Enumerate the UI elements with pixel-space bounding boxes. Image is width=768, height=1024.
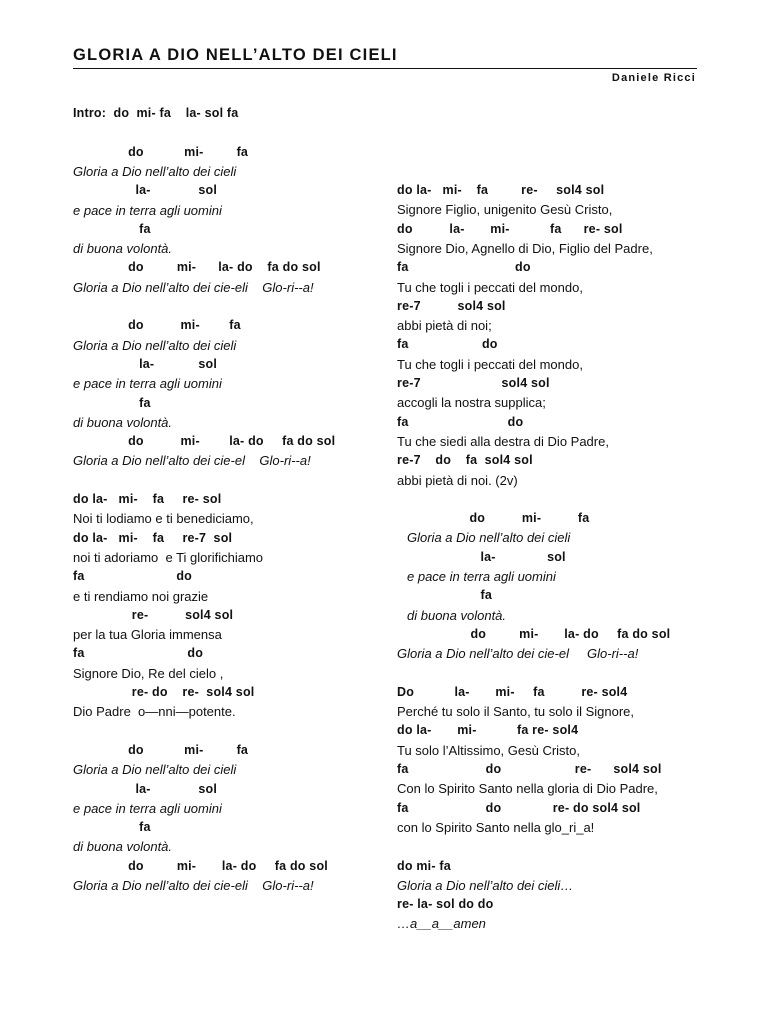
lyric-line: e pace in terra agli uomini [73, 800, 222, 816]
chord-line: do mi- fa [73, 742, 249, 757]
lyric-line: Gloria a Dio nell’alto dei cieli [407, 530, 571, 546]
lyric-line: Signore Dio, Re del cielo , [73, 665, 224, 681]
chord-line: fa [407, 588, 492, 603]
lyric-line: Gloria a Dio nell’alto dei cieli… [397, 877, 574, 893]
chord-line: do mi- fa [73, 318, 241, 333]
lyric-line: abbi pietà di noi; [397, 318, 492, 334]
chord-line: re- sol4 sol [73, 607, 234, 622]
chord-line: do la- mi- fa re- sol4 [397, 723, 579, 738]
chord-line: re-7 do fa sol4 sol [397, 453, 533, 468]
chord-line: do mi- fa [397, 858, 451, 873]
lyric-line: Tu che siedi alla destra di Dio Padre, [397, 433, 609, 449]
lyric-line: accogli la nostra supplica; [397, 395, 546, 411]
chord-line: fa do [397, 414, 524, 429]
lyric-line: Gloria a Dio nell’alto dei cie-eli Glo-ri--a! [73, 878, 314, 893]
lyric-line: per la tua Gloria immensa [73, 627, 222, 643]
lyric-line: e pace in terra agli uomini [407, 569, 556, 584]
lyric-line: Dio Padre o—nni—potente. [73, 704, 236, 720]
chord-line: fa do [397, 260, 531, 275]
lyric-line: di buona volontà. [73, 241, 173, 257]
lyric-line: noi ti adoriamo e Ti glorifichiamo [73, 549, 264, 565]
chord-line: fa do re- sol4 sol [397, 762, 662, 776]
lyric-line: Perché tu solo il Santo, tu solo il Signore, [397, 704, 635, 720]
chord-line: do mi- la- do fa do sol [73, 858, 328, 873]
chord-line: do la- mi- fa re- sol4 sol [397, 183, 605, 197]
lyric-line: di buona volontà. [73, 414, 173, 430]
lyric-line: Noi ti lodiamo e ti benediciamo, [73, 511, 254, 527]
lyric-line: di buona volontà. [407, 607, 507, 623]
lyric-line: Gloria a Dio nell’alto dei cie-el Glo-ri--a! [397, 646, 639, 662]
chord-line: la- sol [407, 549, 566, 564]
chord-line: fa [73, 820, 151, 835]
lyric-line: e ti rendiamo noi grazie [73, 588, 209, 604]
chord-line: do mi- fa [407, 511, 590, 526]
lyric-line: Tu solo l’Altissimo, Gesù Cristo, [397, 742, 581, 758]
lyric-line: Signore Figlio, unigenito Gesù Cristo, [397, 202, 613, 218]
chord-line: re-7 sol4 sol [397, 298, 506, 313]
chord-line: re- do re- sol4 sol [73, 685, 255, 699]
lyric-line: Gloria a Dio nell’alto dei cieli [73, 337, 237, 353]
chord-line: fa do re- do sol4 sol [397, 800, 641, 815]
chord-line: la- sol [73, 781, 218, 796]
lyric-line: con lo Spirito Santo nella glo_ri_a! [397, 819, 595, 835]
chord-line: fa do [73, 646, 204, 661]
lyric-line: …a__a__amen [397, 916, 486, 932]
lyric-line: Signore Dio, Agnello di Dio, Figlio del Padre, [397, 240, 653, 256]
chord-line: do mi- la- do fa do sol [73, 434, 336, 449]
chord-line: Do la- mi- fa re- sol4 [397, 684, 628, 699]
chord-line: do mi- la- do fa do sol [397, 626, 671, 641]
chord-line: do la- mi- fa re-7 sol [73, 530, 233, 545]
lyric-line: Gloria a Dio nell’alto dei cie-el Glo-ri--a! [73, 453, 311, 469]
chord-line: re- la- sol do do [397, 897, 494, 912]
lyric-line: abbi pietà di noi. (2v) [397, 472, 518, 488]
lyric-line: Gloria a Dio nell’alto dei cieli [73, 762, 237, 778]
title-rule [73, 68, 697, 69]
chord-line: fa do [73, 569, 193, 584]
chord-line: do la- mi- fa re- sol [73, 492, 222, 506]
song-title: GLORIA A DIO NELL’ALTO DEI CIELI [73, 46, 398, 64]
chord-line: Intro: do mi- fa la- sol fa [73, 106, 239, 120]
song-author: Daniele Ricci [611, 72, 696, 84]
chord-line: do mi- la- do fa do sol [73, 260, 321, 275]
lyric-line: Gloria a Dio nell’alto dei cie-eli Glo-ri--a! [73, 279, 314, 295]
lyric-line: Con lo Spirito Santo nella gloria di Dio Padre, [397, 781, 658, 797]
lyric-line: e pace in terra agli uomini [73, 376, 222, 392]
lyric-line: Tu che togli i peccati del mondo, [397, 356, 583, 372]
lyric-line: di buona volontà. [73, 839, 173, 855]
chord-line: do mi- fa [73, 144, 249, 159]
lyric-line: Gloria a Dio nell’alto dei cieli [73, 163, 237, 179]
chord-line: la- sol [73, 183, 218, 198]
chord-line: fa [73, 395, 151, 410]
chord-line: fa do [397, 337, 498, 352]
chord-line: fa [73, 221, 151, 236]
chord-line: do la- mi- fa re- sol [397, 221, 623, 236]
chord-line: re-7 sol4 sol [397, 376, 550, 390]
lyric-line: e pace in terra agli uomini [73, 202, 222, 218]
chord-line: la- sol [73, 356, 218, 371]
lyric-line: Tu che togli i peccati del mondo, [397, 279, 583, 295]
